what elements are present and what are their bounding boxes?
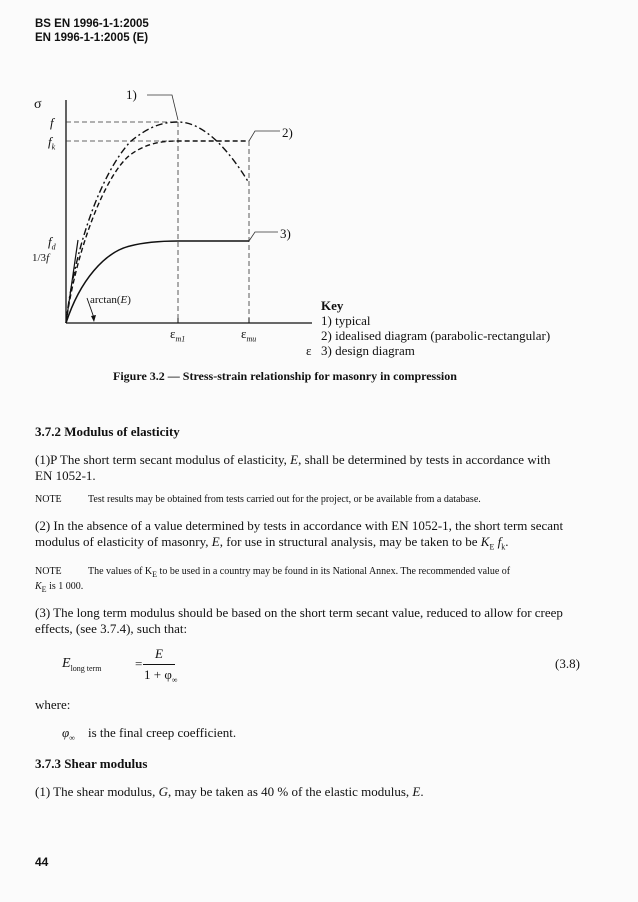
emu-label: $\varepsilon_{mu}$ xyxy=(241,326,257,344)
header-standard-id-en: EN 1996-1-1:2005 (E) xyxy=(35,32,149,44)
leader-2 xyxy=(249,131,280,141)
equation-number: (3.8) xyxy=(555,656,580,671)
fd-label: $f_d$ xyxy=(48,234,56,252)
paragraph-372-2: (2) In the absence of a value determined by tests in accordance with EN 1052-1, the short term secant xyxy=(35,518,564,533)
epsilon-axis-label: ε xyxy=(306,343,312,358)
third-f-label: 1/3f xyxy=(32,252,50,264)
note-1-text: Test results may be obtained from tests carried out for the project, or be available from a database. xyxy=(88,494,481,505)
figure-caption: Figure 3.2 — Stress-strain relationship for masonry in compression xyxy=(113,369,457,383)
equation-lhs: $E_{long term}$ xyxy=(62,656,102,673)
section-heading-3-7-3: 3.7.3 Shear modulus xyxy=(35,756,148,771)
where-label: where: xyxy=(35,697,71,712)
note-2-text: The values of $K_E$ to be used in a country may be found in its National Annex. The recommended value of xyxy=(88,566,511,579)
arctan-label: arctan(E) xyxy=(90,294,131,306)
label-3: 3) xyxy=(280,226,291,241)
label-2: 2) xyxy=(282,125,293,140)
paragraph-373-1: (1) The shear modulus, G, may be taken as 40 % of the elastic modulus, E. xyxy=(35,784,424,799)
equation-fraction-bar xyxy=(143,664,175,665)
key-item-1: 1) typical xyxy=(321,313,371,328)
header-standard-id: BS EN 1996-1-1:2005 xyxy=(35,18,149,30)
paragraph-372-1: (1)P The short term secant modulus of elasticity, E, shall be determined by tests in accordance with xyxy=(35,452,551,467)
paragraph-372-3: (3) The long term modulus should be based on the short term secant value, reduced to allow for creep xyxy=(35,605,563,620)
stress-strain-figure xyxy=(30,80,610,365)
section-heading-3-7-2: 3.7.2 Modulus of elasticity xyxy=(35,424,180,439)
note-2-label: NOTE xyxy=(35,566,62,577)
phi-description: is the final creep coefficient. xyxy=(88,725,237,740)
key-item-3: 3) design diagram xyxy=(321,343,415,358)
key-item-2: 2) idealised diagram (parabolic-rectangular) xyxy=(321,328,551,343)
tangent-line xyxy=(66,240,78,323)
page-number: 44 xyxy=(35,855,49,869)
key-title: Key xyxy=(321,298,344,313)
leader-1 xyxy=(147,95,178,120)
label-1: 1) xyxy=(126,87,137,102)
equation-equals: = xyxy=(135,656,143,671)
design-curve xyxy=(66,241,249,323)
stress-strain-diagram xyxy=(30,80,610,360)
paragraph-372-3-cont: effects, (see 3.7.4), such that: xyxy=(35,621,188,636)
note-2-text-cont: $K_E$ is 1 000. xyxy=(35,581,84,594)
fk-label: $f_k$ xyxy=(48,134,56,152)
f-label: f xyxy=(50,115,54,130)
note-1-label: NOTE xyxy=(35,494,62,505)
equation-denominator: $1 + \varphi_\infty$ xyxy=(144,667,178,685)
paragraph-372-1-cont: EN 1052-1. xyxy=(35,468,96,483)
leader-3 xyxy=(249,232,278,241)
em1-label: $\varepsilon_{m1}$ xyxy=(170,326,186,344)
paragraph-372-2-cont: modulus of elasticity of masonry, E, for use in structural analysis, may be taken to be $K_E$ $f_k$. xyxy=(35,534,509,552)
equation-numerator: E xyxy=(155,646,163,661)
sigma-label: σ xyxy=(34,97,42,112)
phi-symbol: $\varphi_\infty$ xyxy=(62,725,75,743)
